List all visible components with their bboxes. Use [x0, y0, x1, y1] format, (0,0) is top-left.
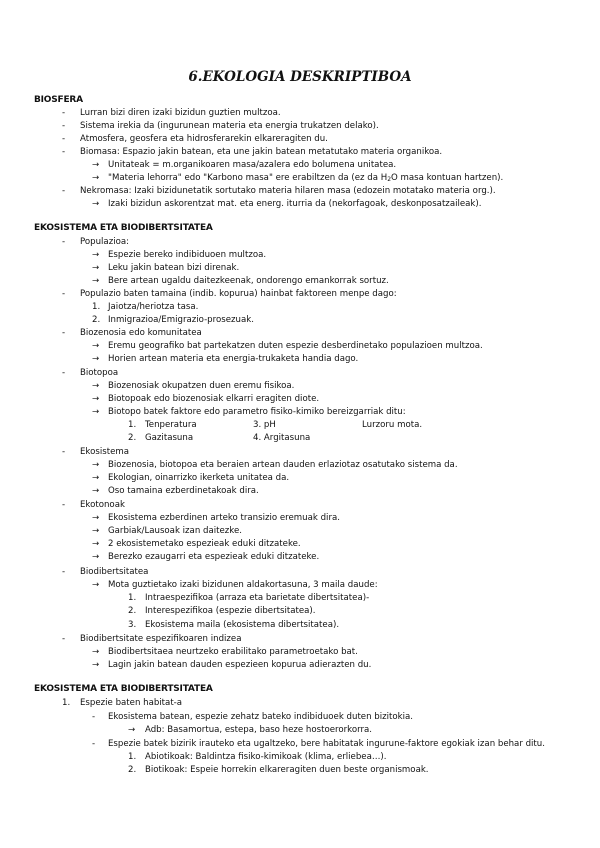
- bullet-dash: -: [62, 237, 66, 247]
- arrow-icon: →: [92, 199, 100, 209]
- arrow-icon: →: [92, 276, 100, 286]
- arrow-icon: →: [92, 407, 100, 417]
- arrow-icon: →: [92, 473, 100, 483]
- arrow-icon: →: [92, 513, 100, 523]
- bullet-dash: -: [62, 634, 66, 644]
- arrow-icon: →: [92, 647, 100, 657]
- arrow-icon: →: [92, 160, 100, 170]
- bullet-dash: -: [62, 121, 66, 131]
- arrow-icon: →: [92, 173, 100, 183]
- bullet-dash: -: [62, 147, 66, 157]
- arrow-icon: →: [92, 341, 100, 351]
- arrow-icon: →: [92, 580, 100, 590]
- arrow-icon: →: [92, 354, 100, 364]
- arrow-icon: →: [92, 460, 100, 470]
- arrow-icon: →: [92, 539, 100, 549]
- arrow-icon: →: [92, 381, 100, 391]
- bullet-dash: -: [62, 134, 66, 144]
- bullet-dash: -: [62, 447, 66, 457]
- arrow-icon: →: [92, 526, 100, 536]
- section-heading-ekosistema-2: EKOSISTEMA ETA BIODIBERTSITATEA: [34, 684, 213, 694]
- bullet-dash: -: [62, 289, 66, 299]
- arrow-icon: →: [92, 486, 100, 496]
- section-heading-biosfera: BIOSFERA: [34, 95, 83, 105]
- document-page: 6.EKOLOGIA DESKRIPTIBOA BIOSFERA - Lurran bizi diren izaki bizidun guztien multzoa. - Sistema irekia da (ingurunean materia eta energia trukatzen delako). - Atmosfera, geosfera eta hidrosferarekin elkareragiten du. - Biomasa: Espazio jakin batean, eta une jakin batean metatutako materia organikoa. → Unitateak = m.organikoaren masa/azalera edo bolumena unitatea. → "Materia lehorra" edo "Karbono masa" ere erabiltzen da (ez da $H_2O$ masa kontuan hartzen). - Nekromasa: Izaki bizidunetatik sortutako materia hilaren masa (edozein motatako materia org.). → Izaki bizidun askorentzat mat. eta energ. iturria da (nekorfagoak, deskonposatzaileak). EKOSISTEMA ETA BIODIBERTSITATEA - Populazioa: → Espezie bereko indibiduoen multzoa. → Leku jakin batean bizi direnak. → Bere artean ugaldu daitezkeenak, ondorengo emankorrak sortuz. - Populazio baten tamaina (indib. kopurua) hainbat faktoreen menpe dago: 1. Jaiotza/heriotza tasa. 2. Inmigrazioa/Emigrazio-prosezuak. - Biozenosia edo komunitatea → Eremu geografiko bat partekatzen duten espezie desberdinetako populazioen multzoa. → Horien artean materia eta energia-trukaketa handia dago. - Biotopoa → Biozenosiak okupatzen duen eremu fisikoa. → Biotopoak edo biozenosiak elkarri eragiten diote. → Biotopo batek faktore edo parametro fisiko-kimiko bereizgarriak ditu: 1. Tenperatura 3. pH Lurzoru mota. 2. Gazitasuna 4. Argitasuna - Ekosistema → Biozenosia, biotopoa eta beraien artean dauden erlaziotaz osatutako sistema da. → Ekologian, oinarrizko ikerketa unitatea da. → Oso tamaina ezberdinetakoak dira. - Ekotonoak → Ekosistema ezberdinen arteko transizio eremuak dira. → Garbiak/Lausoak izan daitezke. → 2 ekosistemetako espezieak eduki ditzateke. → Berezko ezaugarri eta espezieak eduki ditzateke. - Biodibertsitatea → Mota guztietako izaki bizidunen aldakortasuna, 3 maila daude: 1. Intraespezifikoa (arraza eta barietate dibertsitatea)- 2. Interespezifikoa (espezie dibertsitatea). 3. Ekosistema maila (ekosistema dibertsitatea). - Biodibertsitate espezifikoaren indizea → Biodibertsitaea neurtzeko erabilitako parametroetako bat. → Lagin jakin batean dauden espezieen kopurua adierazten du. EKOSISTEMA ETA BIODIBERTSITATEA 1. Espezie baten habitat-a - Ekosistema batean, espezie zehatz bateko indibiduoek duten bizitokia. → Adb: Basamortua, estepa, baso heze hostoerorkorra. - Espezie batek bizirik irauteko eta ugaltzeko, bere habitatak ingurune-faktore egokiak izan behar ditu. 1. Abiotikoak: Baldintza fisiko-kimikoak (klima, erliebea…). 2. Biotikoak: Espeie horrekin elkareragiten duen beste organismoak.: [0, 0, 600, 848]
- bullet-dash: -: [62, 368, 66, 378]
- arrow-icon: →: [128, 725, 136, 735]
- arrow-icon: →: [92, 263, 100, 273]
- bullet-dash: -: [62, 328, 66, 338]
- bullet-dash: -: [62, 108, 66, 118]
- arrow-icon: →: [92, 552, 100, 562]
- arrow-icon: →: [92, 250, 100, 260]
- bullet-dash: -: [62, 500, 66, 510]
- bullet-dash: -: [62, 186, 66, 196]
- arrow-icon: →: [92, 660, 100, 670]
- bullet-dash: -: [62, 567, 66, 577]
- bullet-dash: -: [92, 712, 96, 722]
- bullet-dash: -: [92, 739, 96, 749]
- arrow-icon: →: [92, 394, 100, 404]
- section-heading-ekosistema: EKOSISTEMA ETA BIODIBERTSITATEA: [34, 223, 213, 233]
- page-title: 6.EKOLOGIA DESKRIPTIBOA: [188, 69, 412, 85]
